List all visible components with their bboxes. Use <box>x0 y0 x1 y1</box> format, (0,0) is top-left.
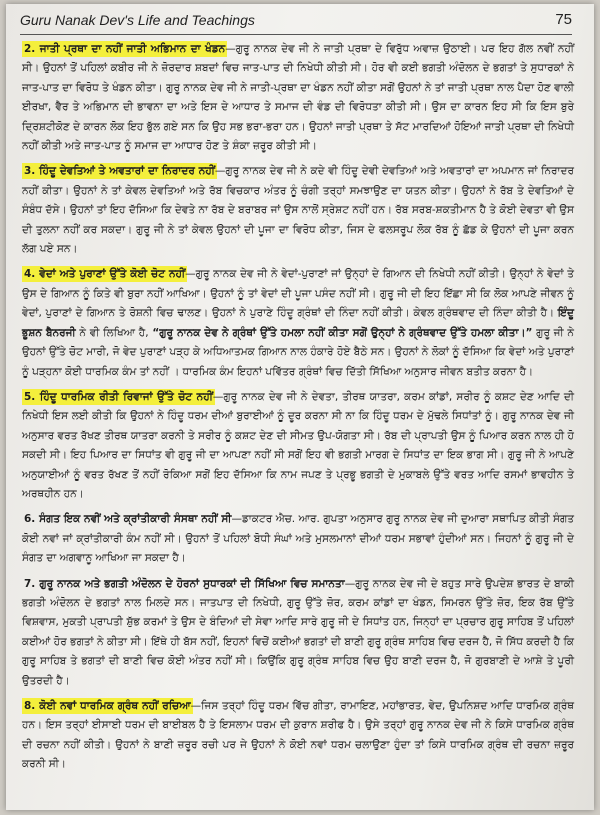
page-header <box>20 10 572 35</box>
cited-author: ਇੰਦੂ ਭੂਸ਼ਨ ਬੈਨਰਜੀ <box>22 307 574 339</box>
paragraph-text: —ਗੁਰੂ ਨਾਨਕ ਦੇਵ ਜੀ ਦੇ ਬਹੁਤ ਸਾਰੇ ਉਪਦੇਸ਼ ਭਾਰਤ ਦੇ ਬਾਕੀ ਭਗਤੀ ਅੰਦੋਲਨ ਦੇ ਭਗਤਾਂ ਨਾਲ ਮਿਲਦੇ ਸਨ। ਜਾਤਪਾਤ ਦੀ ਨਿਖੇਧੀ, ਗੁਰੂ ਉੱਤੇ ਜ਼ੋਰ, ਕਰਮ ਕਾਂਡਾਂ ਦਾ ਖੰਡਨ, ਸਿਮਰਨ ਉੱਤੇ ਜ਼ੋਰ, ਇਕ ਰੱਬ ਉੱਤੇ ਵਿਸ਼ਵਾਸ, ਮੁਕਤੀ ਪ੍ਰਾਪਤੀ ਸ਼ੁੱਭ ਕਰਮਾਂ ਤੇ ਉਸ ਦੇ ਬੰਦਿਆਂ ਦੀ ਸੇਵਾ ਆਦਿ ਸਾਰੇ ਗੁਰੂ ਜੀ ਦੇ ਸਿਧਾਂਤ ਹਨ, ਜਿਨ੍ਹਾਂ ਦਾ ਪ੍ਰਚਾਰ ਗੁਰੂ ਸਾਹਿਬ ਤੋਂ ਪਹਿਲਾਂ ਕਈਆਂ ਹੋਰ ਭਗਤਾਂ ਨੇ ਕੀਤਾ ਸੀ। ਇੱਥੇ ਹੀ ਬੱਸ ਨਹੀਂ, ਇਹਨਾਂ ਵਿਚੋਂ ਕਈਆਂ ਭਗਤਾਂ ਦੀ ਬਾਣੀ ਗੁਰੂ ਗ੍ਰੰਥ ਸਾਹਿਬ ਵਿਚ ਦਰਜ ਹੈ, ਜੋ ਸਿੱਧ ਕਰਦੀ ਹੈ ਕਿ ਗੁਰੂ ਸਾਹਿਬ ਤੇ ਭਗਤਾਂ ਦੀ ਬਾਣੀ ਵਿਚ ਕੋਈ ਅੰਤਰ ਨਹੀਂ ਸੀ। ਕਿਉਂਕਿ ਗੁਰੂ ਗ੍ਰੰਥ ਸਾਹਿਬ ਵਿਚ ਉਹ ਬਾਣੀ ਦਰਜ ਹੈ, ਜੋ ਗੁਰਬਾਣੀ ਦੇ ਆਸ਼ੇ ਤੇ ਪੂਰੀ ਉਤਰਦੀ ਹੈ। <box>22 577 574 687</box>
paragraph-heading: 6. ਸੰਗਤ ਇਕ ਨਵੀਂ ਅਤੇ ਕ੍ਰਾਂਤੀਕਾਰੀ ਸੰਸਥਾ ਨਹੀਂ ਸੀ <box>24 513 232 526</box>
paragraph-heading: 2. ਜਾਤੀ ਪ੍ਰਥਾ ਦਾ ਨਹੀਂ ਜਾਤੀ ਅਭਿਮਾਨ ਦਾ ਖੰਡਨ <box>24 43 226 55</box>
book-page <box>6 4 594 810</box>
paragraph-heading: 7. ਗੁਰੂ ਨਾਨਕ ਅਤੇ ਭਗਤੀ ਅੰਦੋਲਨ ਦੇ ਹੋਰਨਾਂ ਸੁਧਾਰਕਾਂ ਦੀ ਸਿੱਖਿਆ ਵਿਚ ਸਮਾਨਤਾ <box>24 577 345 590</box>
paragraph-8 <box>22 697 574 775</box>
paragraph-text: —ਡਾਕਟਰ ਐਚ. ਆਰ. ਗੁਪਤਾ ਅਨੁਸਾਰ ਗੁਰੂ ਨਾਨਕ ਦੇਵ ਜੀ ਦੁਆਰਾ ਸਥਾਪਿਤ ਕੀਤੀ ਸੰਗਤ ਕੋਈ ਨਵਾਂ ਜਾਂ ਕ੍ਰਾਂਤੀਕਾਰੀ ਕੰਮ ਨਹੀਂ ਸੀ। ਉਹਨਾਂ ਤੋਂ ਪਹਿਲਾਂ ਬੋਧੀ ਸੰਘਾਂ ਅਤੇ ਮੁਸਲਮਾਨਾਂ ਦੀਆਂ ਧਰਮ ਸਭਾਵਾਂ ਹੁੰਦੀਆਂ ਸਨ। ਜਿਹਨਾਂ ਨੂੰ ਗੁਰੂ ਜੀ ਦੇ ਸੰਗਤ ਦਾ ਅਗਵਾਨੂ ਆਖਿਆ ਜਾ ਸਕਦਾ ਹੈ। <box>22 513 574 565</box>
paragraph-text: —ਗੁਰੂ ਨਾਨਕ ਦੇਵ ਜੀ ਨੇ ਦੇਵਤਾ, ਤੀਰਥ ਯਾਤਰਾ, ਕਰਮ ਕਾਂਡਾਂ, ਸਰੀਰ ਨੂੰ ਕਸ਼ਟ ਦੇਣ ਆਦਿ ਦੀ ਨਿਖੇਧੀ ਇਸ ਲਈ ਕੀਤੀ ਕਿ ਉਹਨਾਂ ਨੇ ਹਿੰਦੂ ਧਰਮ ਦੀਆਂ ਬੁਰਾਈਆਂ ਨੂੰ ਦੂਰ ਕਰਨਾ ਸੀ ਨਾ ਕਿ ਹਿੰਦੂ ਧਰਮ ਦੇ ਮੁੱਢਲੇ ਸਿਧਾਂਤਾਂ ਨੂੰ। ਗੁਰੂ ਨਾਨਕ ਦੇਵ ਜੀ ਅਨੁਸਾਰ ਵਰਤ ਰੱਖਣ ਤੀਰਥ ਯਾਤਰਾ ਕਰਨੀ ਤੇ ਸਰੀਰ ਨੂੰ ਕਸ਼ਟ ਦੇਣ ਦੀ ਸੀਮਤ ਉਪ-ਯੋਗਤਾ ਸੀ। ਰੱਬ ਦੀ ਪ੍ਰਾਪਤੀ ਉਸ ਨੂੰ ਪਿਆਰ ਕਰਨ ਨਾਲ ਹੀ ਹੋ ਸਕਦੀ ਸੀ। ਇਹ ਪਿਆਰ ਦਾ ਸਿਧਾਂਤ ਵੀ ਗੁਰੂ ਜੀ ਦਾ ਆਪਣਾ ਨਹੀਂ ਸੀ ਸਗੋਂ ਇਹ ਵੀ ਭਗਤੀ ਮਾਰਗ ਦੇ ਸਿਧਾਂਤ ਦਾ ਇਕ ਭਾਗ ਸੀ। ਗੁਰੂ ਜੀ ਨੇ ਆਪਣੇ ਅਨੁਯਾਈਆਂ ਨੂੰ ਵਰਤ ਰੱਖਣ ਤੋਂ ਨਹੀਂ ਰੋਕਿਆ ਸਗੋਂ ਇਹ ਦੱਸਿਆ ਕਿ ਨਾਮ ਜਪਣ ਤੇ ਪ੍ਰਭੂ ਭਗਤੀ ਦੇ ਮੁਕਾਬਲੇ ਉੱਤੇ ਵਰਤ ਆਦਿ ਰਸਮਾਂ ਭਾਵਹੀਨ ਤੇ ਅਰਥਹੀਨ ਹਨ। <box>22 390 575 500</box>
paragraph-text: —ਗੁਰੂ ਨਾਨਕ ਦੇਵ ਜੀ ਨੇ ਵੇਦਾਂ-ਪੁਰਾਣਾਂ ਜਾਂ ਉਨ੍ਹਾਂ ਦੇ ਗਿਆਨ ਦੀ ਨਿਖੇਧੀ ਨਹੀਂ ਕੀਤੀ। ਉਨ੍ਹਾਂ ਨੇ ਵੇਦਾਂ ਤੇ ਉਸ ਦੇ ਗਿਆਨ ਨੂੰ ਕਿਤੇ ਵੀ ਬੁਰਾ ਨਹੀਂ ਆਖਿਆ। ਉਹਨਾਂ ਨੂੰ ਤਾਂ ਵੇਦਾਂ ਦੀ ਪੂਜਾ ਪਸੰਦ ਨਹੀਂ ਸੀ। ਗੁਰੂ ਜੀ ਦੀ ਇਹ ਇੱਛਾ ਸੀ ਕਿ ਲੋਕ ਆਪਣੇ ਜੀਵਨ ਨੂੰ ਵੇਦਾਂ, ਪੁਰਾਣਾਂ ਦੇ ਗਿਆਨ ਤੇ ਰੋਸ਼ਨੀ ਵਿਚ ਢਾਲਣ। ਉਹਨਾਂ ਨੇ ਪੁਰਾਣੇ ਹਿੰਦੂ ਗ੍ਰੰਥਾਂ ਦੀ ਨਿੰਦਾ ਨਹੀਂ ਕੀਤੀ। ਕੇਵਲ ਗ੍ਰੰਥਵਾਦ ਦੀ ਨਿੰਦਾ ਕੀਤੀ ਹੈ। <box>22 268 574 320</box>
paragraph-text: —ਜਿਸ ਤਰ੍ਹਾਂ ਹਿੰਦੂ ਧਰਮ ਵਿੱਚ ਗੀਤਾ, ਰਾਮਾਇਣ, ਮਹਾਂਭਾਰਤ, ਵੇਦ, ਉਪਨਿਸ਼ਦ ਆਦਿ ਧਾਰਮਿਕ ਗ੍ਰੰਥ ਹਨ। ਇਸ ਤਰ੍ਹਾਂ ਈਸਾਈ ਧਰਮ ਦੀ ਬਾਈਬਲ ਹੈ ਤੇ ਇਸਲਾਮ ਧਰਮ ਦੀ ਕੁਰਾਨ ਸ਼ਰੀਫ ਹੈ। ਉਸੇ ਤਰ੍ਹਾਂ ਗੁਰੂ ਨਾਨਕ ਦੇਵ ਜੀ ਨੇ ਕਿਸੇ ਧਾਰਮਿਕ ਗ੍ਰੰਥ ਦੀ ਰਚਨਾ ਨਹੀਂ ਕੀਤੀ। ਉਹਨਾਂ ਨੇ ਬਾਣੀ ਜ਼ਰੂਰ ਰਚੀ ਪਰ ਜੇ ਉਹਨਾਂ ਨੇ ਕੋਈ ਨਵਾਂ ਧਰਮ ਚਲਾਉਣਾ ਹੁੰਦਾ ਤਾਂ ਕਿਸੇ ਧਾਰਮਿਕ ਗ੍ਰੰਥ ਦੀ ਰਚਨਾ ਜ਼ਰੂਰ ਕਰਨੀ ਸੀ। <box>22 700 574 771</box>
paragraph-3 <box>22 162 574 259</box>
paragraph-text: —ਗੁਰੂ ਨਾਨਕ ਦੇਵ ਜੀ ਨੇ ਕਦੇ ਵੀ ਹਿੰਦੂ ਦੇਵੀ ਦੇਵਤਿਆਂ ਅਤੇ ਅਵਤਾਰਾਂ ਦਾ ਅਪਮਾਨ ਜਾਂ ਨਿਰਾਦਰ ਨਹੀਂ ਕੀਤਾ। ਉਹਨਾਂ ਨੇ ਤਾਂ ਕੇਵਲ ਦੇਵਤਿਆਂ ਅਤੇ ਰੱਬ ਵਿਚਕਾਰ ਅੰਤਰ ਨੂੰ ਚੰਗੀ ਤਰ੍ਹਾਂ ਸਮਝਾਉਣ ਦਾ ਯਤਨ ਕੀਤਾ। ਉਹਨਾਂ ਨੇ ਰੱਬ ਤੇ ਦੇਵਤਿਆਂ ਦੇ ਸੰਬੰਧ ਦੱਸੇ। ਉਹਨਾਂ ਤਾਂ ਇਹ ਦੱਸਿਆ ਕਿ ਦੇਵਤੇ ਨਾ ਰੱਬ ਦੇ ਬਰਾਬਰ ਜਾਂ ਉਸ ਨਾਲੋਂ ਸ੍ਰੇਸ਼ਟ ਨਹੀਂ ਹਨ। ਰੱਬ ਸਰਬ-ਸ਼ਕਤੀਮਾਨ ਹੈ ਤੇ ਕੋਈ ਦੇਵਤਾ ਵੀ ਉਸ ਦੀ ਤੁਲਨਾ ਨਹੀਂ ਕਰ ਸਕਦਾ। ਗੁਰੂ ਜੀ ਨੇ ਤਾਂ ਕੇਵਲ ਉਹਨਾਂ ਦੀ ਪੂਜਾ ਦਾ ਵਿਰੋਧ ਕੀਤਾ, ਜਿਸ ਦੇ ਫਲਸਰੂਪ ਲੋਕ ਰੱਬ ਨੂੰ ਛੱਡ ਕੇ ਉਹਨਾਂ ਦੀ ਪੂਜਾ ਕਰਨ ਲੱਗ ਪਏ ਸਨ। <box>22 165 575 256</box>
paragraph-text: ਗੁਰੂ ਜੀ ਨੇ ਉਹਨਾਂ ਉੱਤੇ ਚੋਟ ਮਾਰੀ, ਜੋ ਵੇਦ ਪੁਰਾਣਾਂ ਪੜ੍ਹ ਕੇ ਅਧਿਆਤਮਕ ਗਿਆਨ ਨਾਲ ਹੰਕਾਰੇ ਹੋਏ ਬੈਠੇ ਸਨ। ਉਹਨਾਂ ਨੇ ਲੋਕਾਂ ਨੂੰ ਦੱਸਿਆ ਕਿ ਵੇਦਾਂ ਅਤੇ ਪੁਰਾਣਾਂ ਨੂੰ ਪੜ੍ਹਨਾ ਕੋਈ ਧਾਰਮਿਕ ਕੰਮ ਤਾਂ ਨਹੀਂ । ਧਾਰਮਿਕ ਕੰਮ ਇਹਨਾਂ ਪਵਿੱਤਰ ਗ੍ਰੰਥਾਂ ਵਿਚ ਦਿੱਤੀ ਸਿੱਖਿਆ ਅਨੁਸਾਰ ਜੀਵਨ ਬਤੀਤ ਕਰਨਾ ਹੈ। <box>22 326 574 378</box>
paragraph-7 <box>22 575 574 691</box>
paragraph-text: ਨੇ ਵੀ ਲਿਖਿਆ ਹੈ, <box>75 326 153 339</box>
paragraph-2 <box>22 40 574 156</box>
paragraph-heading: 4. ਵੇਦਾਂ ਅਤੇ ਪੁਰਾਣਾਂ ਉੱਤੇ ਕੋਈ ਚੋਟ ਨਹੀਂ <box>24 268 186 281</box>
paragraph-6 <box>22 510 574 568</box>
page-body <box>22 40 574 779</box>
block-quote: “ਗੁਰੂ ਨਾਨਕ ਦੇਵ ਨੇ ਗ੍ਰੰਥਾਂ ਉੱਤੇ ਹਮਲਾ ਨਹੀਂ ਕੀਤਾ ਸਗੋਂ ਉਨ੍ਹਾਂ ਨੇ ਗ੍ਰੰਥਵਾਦ ਉੱਤੇ ਹਮਲਾ ਕੀਤਾ।” <box>152 326 533 339</box>
paragraph-heading: 5. ਹਿੰਦੂ ਧਾਰਮਿਕ ਰੀਤੀ ਰਿਵਾਜਾਂ ਉੱਤੇ ਚੋਟ ਨਹੀਂ <box>24 390 213 403</box>
paragraph-text: —ਗੁਰੂ ਨਾਨਕ ਦੇਵ ਜੀ ਨੇ ਜਾਤੀ ਪ੍ਰਥਾ ਦੇ ਵਿਰੁੱਧ ਅਵਾਜ਼ ਉਠਾਈ। ਪਰ ਇਹ ਗੱਲ ਨਵੀਂ ਨਹੀਂ ਸੀ। ਉਹਨਾਂ ਤੋਂ ਪਹਿਲਾਂ ਕਬੀਰ ਜੀ ਨੇ ਜ਼ੋਰਦਾਰ ਸ਼ਬਦਾਂ ਵਿਚ ਜਾਤ-ਪਾਤ ਦੀ ਨਿਖੇਧੀ ਕੀਤੀ ਸੀ। ਹੋਰ ਵੀ ਕਈ ਭਗਤੀ ਅੰਦੋਲਨ ਦੇ ਭਗਤਾਂ ਤੇ ਸੁਧਾਰਕਾਂ ਨੇ ਜਾਤ-ਪਾਤ ਦਾ ਵਿਰੋਧ ਤੇ ਖੰਡਨ ਕੀਤਾ। ਗੁਰੂ ਨਾਨਕ ਦੇਵ ਜੀ ਨੇ ਜਾਤੀ-ਪ੍ਰਥਾ ਦਾ ਖੰਡਨ ਨਹੀਂ ਕੀਤਾ ਸਗੋਂ ਉਹਨਾਂ ਨੇ ਤਾਂ ਜਾਤੀ ਪ੍ਰਥਾ ਨਾਲ ਪੈਦਾ ਹੋਣ ਵਾਲੀ ਈਰਖਾ, ਵੈਰ ਤੇ ਅਭਿਮਾਨ ਦੀ ਭਾਵਨਾ ਦਾ ਅਤੇ ਇਸ ਦੇ ਆਧਾਰ ਤੇ ਸਮਾਜ ਦੀ ਵੰਡ ਦੀ ਵਿਰੋਧਤਾ ਕੀਤੀ ਸੀ। ਉਸ ਦਾ ਕਾਰਨ ਇਹ ਸੀ ਕਿ ਇਸ ਬੁਰੇ ਦ੍ਰਿਸ਼ਟੀਕੋਣ ਦੇ ਕਾਰਨ ਲੋਕ ਇਹ ਭੁੱਲ ਗਏ ਸਨ ਕਿ ਉਹ ਸਭ ਭਰਾ-ਭਰਾ ਹਨ। ਉਹਨਾਂ ਜਾਤੀ ਪ੍ਰਥਾ ਤੇ ਸੱਟ ਮਾਰਦਿਆਂ ਹੋਇਆਂ ਜਾਤੀ ਪ੍ਰਥਾ ਦੀ ਨਿਖੇਧੀ ਨਹੀਂ ਕੀਤੀ ਅਤੇ ਜਾਤ-ਪਾਤ ਨੂੰ ਸਮਾਜ ਦਾ ਆਧਾਰ ਹੋਣ ਤੇ ਸ਼ੰਕਾ ਜ਼ਰੂਰ ਕੀਤੀ ਸੀ। <box>22 43 575 153</box>
paragraph-heading: 8. ਕੋਈ ਨਵਾਂ ਧਾਰਮਿਕ ਗ੍ਰੰਥ ਨਹੀਂ ਰਚਿਆ <box>24 700 191 712</box>
running-title: Guru Nanak Dev's Life and Teachings <box>20 12 255 28</box>
paragraph-5 <box>22 388 574 504</box>
paragraph-4 <box>22 265 574 381</box>
paragraph-heading: 3. ਹਿੰਦੂ ਦੇਵਤਿਆਂ ਤੇ ਅਵਤਾਰਾਂ ਦਾ ਨਿਰਾਦਰ ਨਹੀਂ <box>24 165 215 178</box>
page-number: 75 <box>555 11 572 28</box>
